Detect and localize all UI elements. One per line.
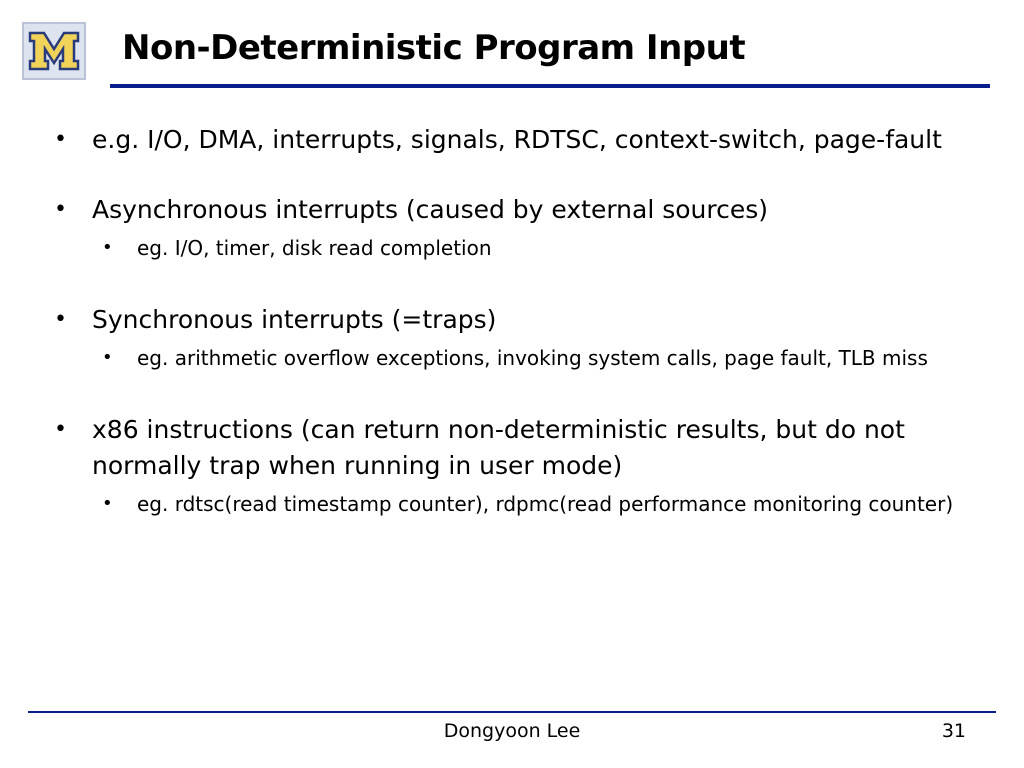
sub-bullet-dot: •	[102, 347, 113, 368]
bullet-level-2	[52, 232, 972, 264]
bullet-level-1	[52, 122, 972, 158]
bullet-item	[52, 412, 972, 520]
bullet-text: Asynchronous interrupts (caused by external sources)	[92, 195, 769, 224]
bullet-dot: •	[54, 197, 67, 222]
sub-bullet-text: eg. I/O, timer, disk read completion	[137, 236, 492, 260]
sub-bullet-text: eg. arithmetic overflow exceptions, invoking system calls, page fault, TLB miss	[137, 346, 928, 370]
block-m-icon	[26, 27, 82, 75]
title-underline	[110, 84, 990, 88]
bullet-level-2	[52, 342, 972, 374]
bullet-dot: •	[54, 127, 67, 152]
bullet-level-1	[52, 302, 972, 338]
sub-bullet-dot: •	[102, 493, 113, 514]
sub-bullet-dot: •	[102, 237, 113, 258]
bullet-item	[52, 192, 972, 264]
bullet-level-2	[52, 488, 972, 520]
sub-bullet-text: eg. rdtsc(read timestamp counter), rdpmc(read performance monitoring counter)	[137, 492, 954, 516]
university-logo	[22, 22, 86, 80]
footer-author: Dongyoon Lee	[443, 720, 581, 742]
bullet-level-1	[52, 412, 972, 484]
bullet-dot: •	[54, 307, 67, 332]
bullet-dot: •	[54, 417, 67, 442]
bullet-level-1	[52, 192, 972, 228]
slide-content	[52, 122, 972, 520]
bullet-text: x86 instructions (can return non-deterministic results, but do not normally trap when running in user mode)	[92, 415, 905, 480]
bullet-item	[52, 302, 972, 374]
slide-title: Non-Deterministic Program Input	[122, 28, 746, 68]
footer-divider	[28, 711, 996, 713]
page-number: 31	[941, 720, 966, 742]
bullet-item	[52, 122, 972, 158]
bullet-text: Synchronous interrupts (=traps)	[92, 305, 497, 334]
bullet-text: e.g. I/O, DMA, interrupts, signals, RDTSC, context-switch, page-fault	[92, 125, 942, 154]
